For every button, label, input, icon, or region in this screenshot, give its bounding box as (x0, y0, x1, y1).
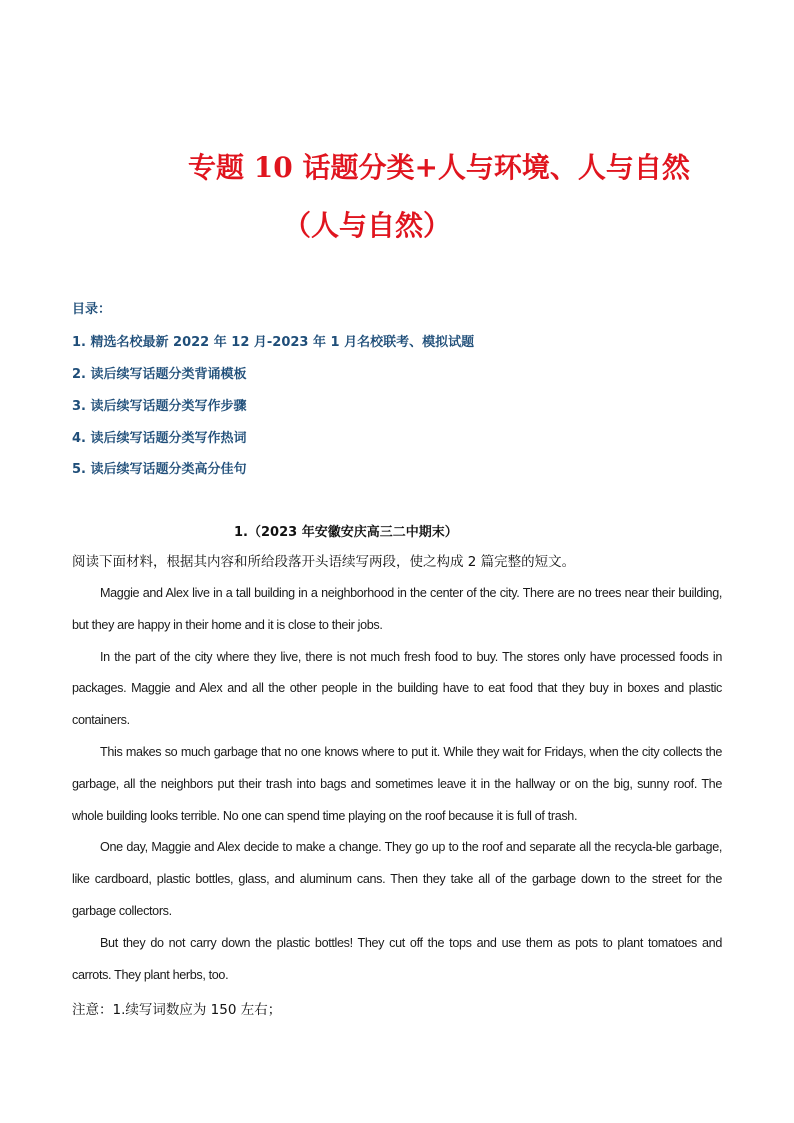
passage-paragraph: Maggie and Alex live in a tall building in a neighborhood in the center of the city. There are no trees near their building, but they are happy in their home and it is close to their jobs. (72, 586, 722, 632)
passage-paragraph: One day, Maggie and Alex decide to make a change. They go up to the roof and separate all the recycla-ble garbage, like cardboard, plastic bottles, glass, and aluminum cans. Then they take all of the garbage down to the street for the garbage collectors. (72, 840, 722, 918)
passage-paragraph: This makes so much garbage that no one knows where to put it. While they wait for Fridays, when the city collects the garbage, all the neighbors put their trash into bags and sometimes leave it in the hallway or on the big, sunny roof. The whole building looks terrible. No one can spend time playing on the roof because it is full of trash. (72, 744, 722, 823)
page-title: 专题 10 话题分类+人与环境、人与自然 (188, 151, 690, 184)
toc-label: 目录： (72, 302, 112, 317)
toc-item-3: 3. 读后续写话题分类写作步骤 (72, 399, 247, 414)
toc-item-4: 4. 读后续写话题分类写作热词 (72, 431, 247, 446)
toc-item-2: 2. 读后续写话题分类背诵模板 (72, 367, 247, 382)
toc-item-1: 1. 精选名校最新 2022 年 12 月-2023 年 1 月名校联考、模拟试题 (72, 335, 475, 350)
question-instruction: 阅读下面材料，根据其内容和所给段落开头语续写两段，使之构成 2 篇完整的短文。 (72, 554, 576, 570)
reading-passage (72, 578, 722, 991)
writing-note: 注意：1.续写词数应为 150 左右； (72, 1002, 282, 1018)
passage-paragraph: In the part of the city where they live, there is not much fresh food to buy. The stores only have processed foods in packages. Maggie and Alex and all the other people in the building have to eat food that they buy in boxes and plastic containers. (72, 649, 722, 728)
toc-item-5: 5. 读后续写话题分类高分佳句 (72, 462, 247, 477)
passage-paragraph: But they do not carry down the plastic bottles! They cut off the tops and use them as pots to plant tomatoes and carrots. They plant herbs, too. (72, 935, 722, 982)
page-subtitle: （人与自然） (283, 209, 452, 242)
question-heading: 1.（2023 年安徽安庆高三二中期末） (234, 525, 458, 540)
